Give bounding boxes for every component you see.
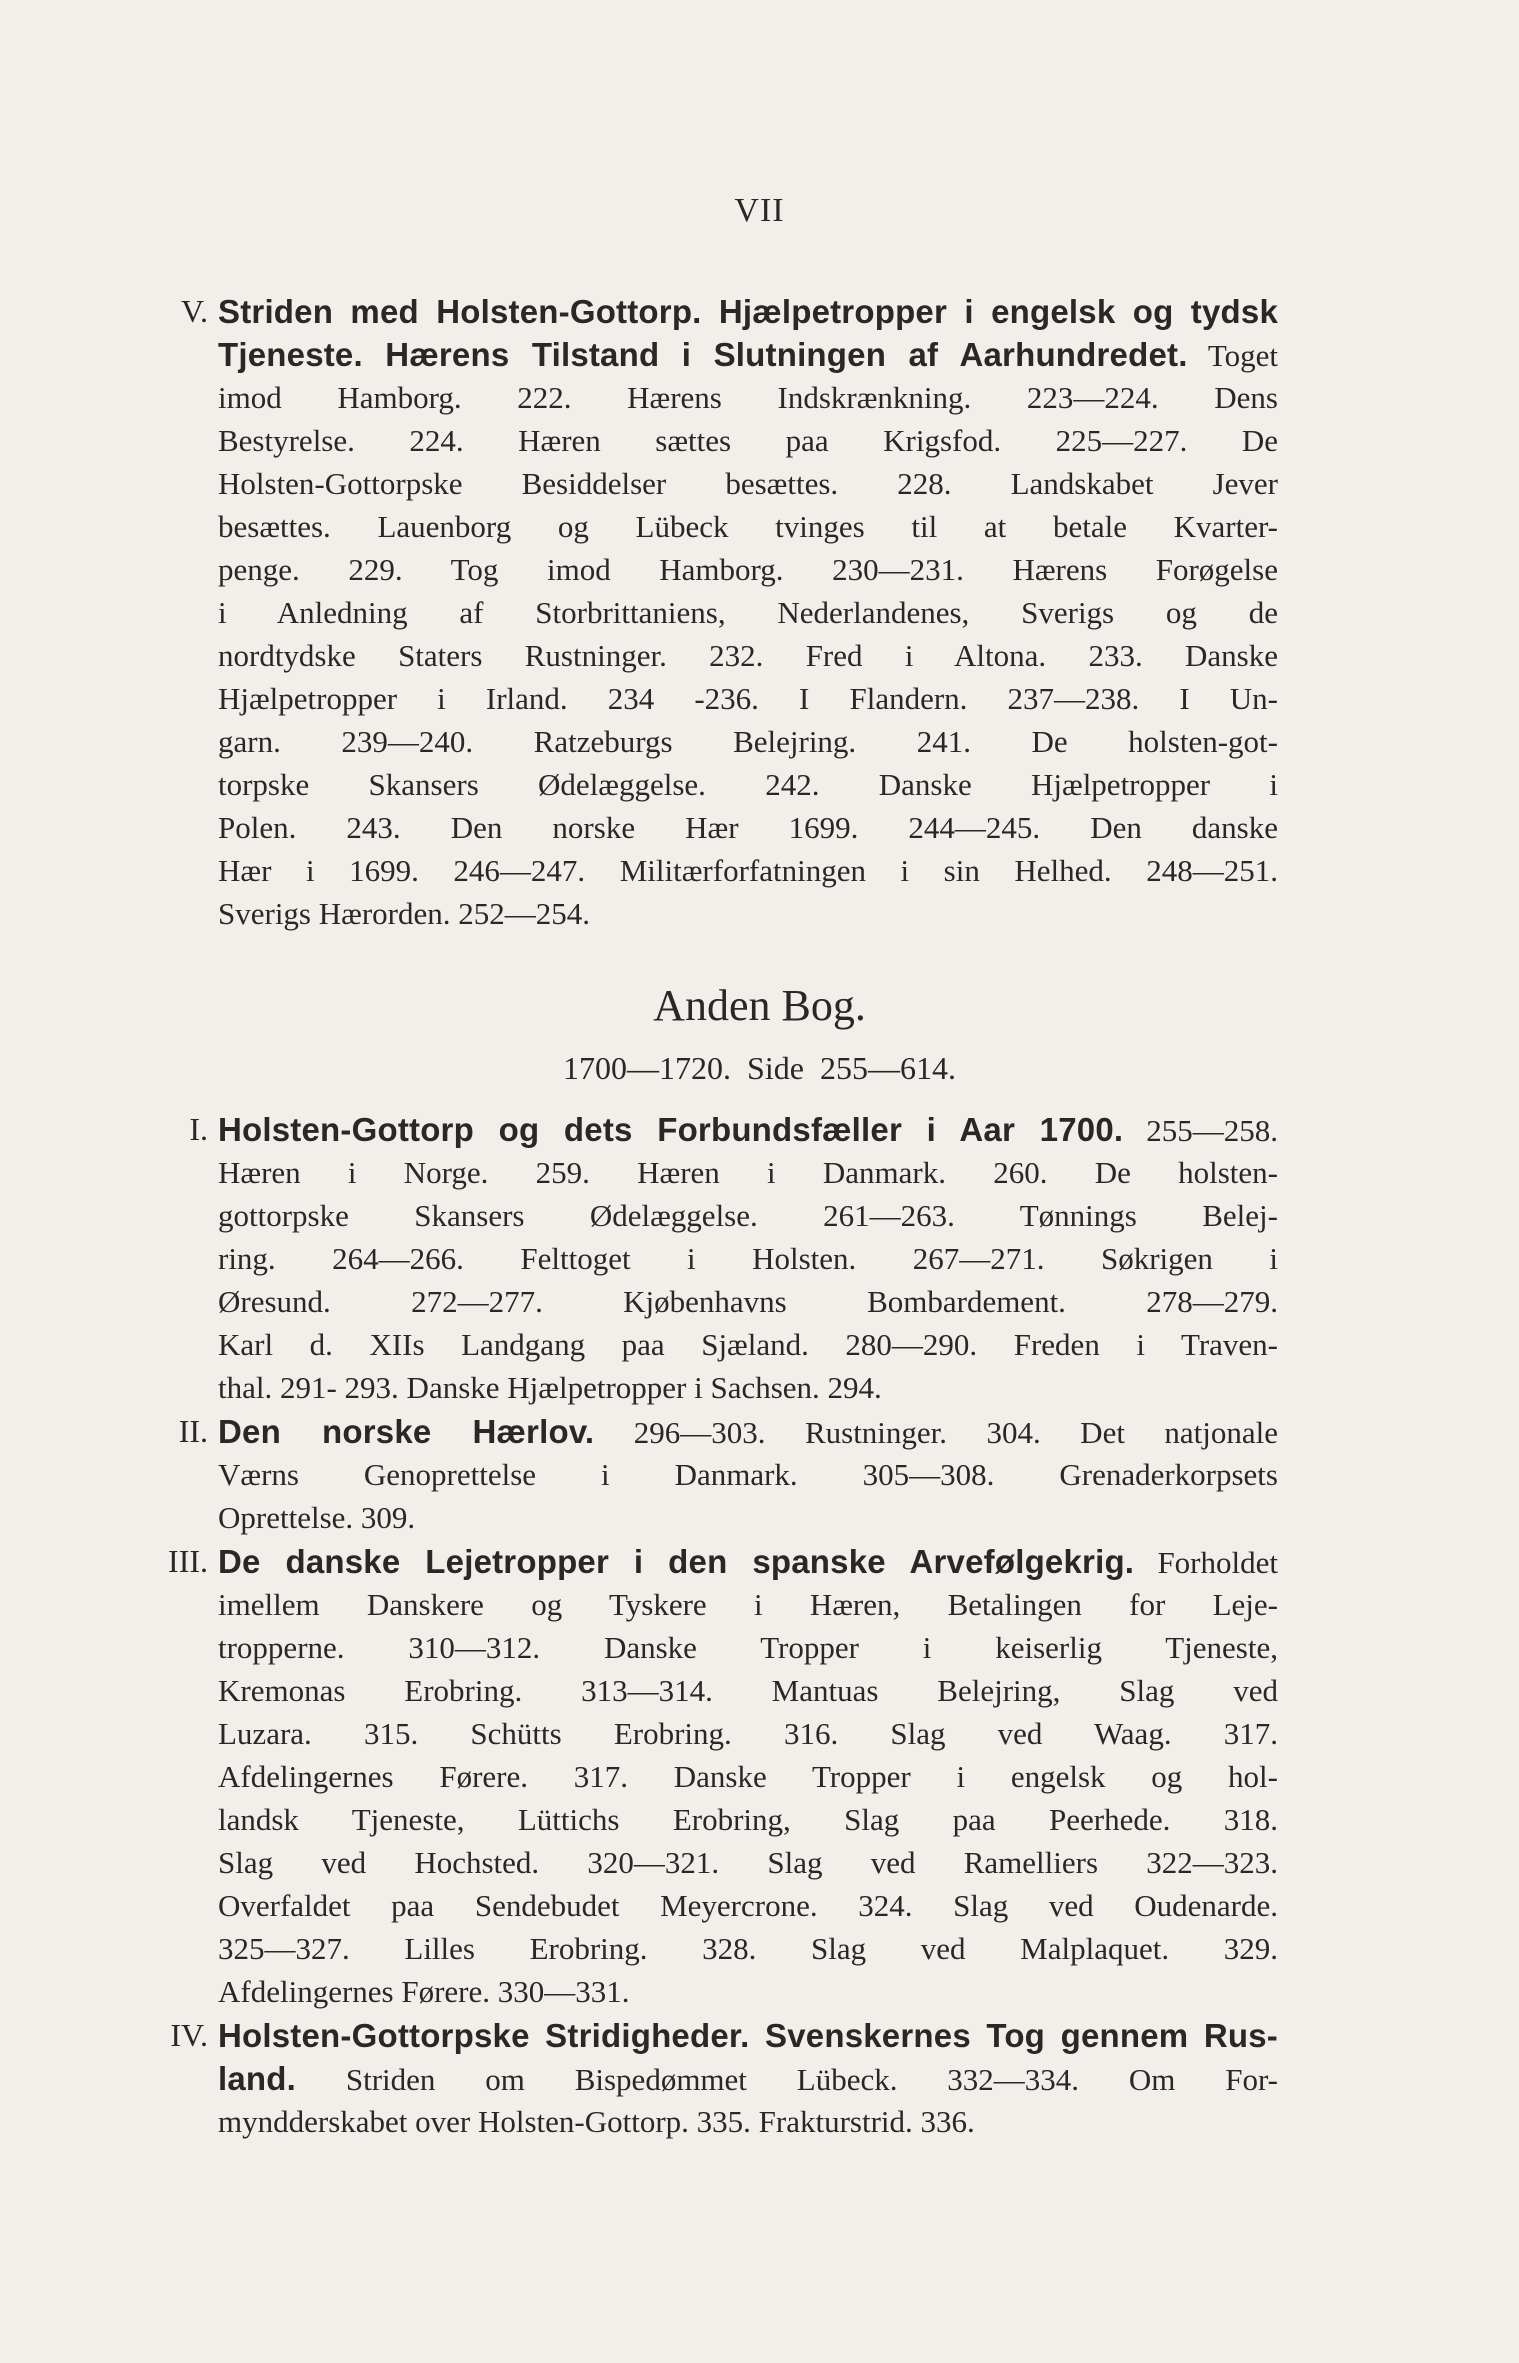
section-text-line: Bestyrelse. 224. Hæren sættes paa Krigsfod. 225—227. De	[218, 423, 1278, 458]
section-text-line: tropperne. 310—312. Danske Tropper i keiserlig Tjeneste,	[218, 1630, 1278, 1665]
section-text-line: i Anledning af Storbrittaniens, Nederlandenes, Sverigs og de	[218, 595, 1278, 630]
section-title-line: Holsten-Gottorp og dets Forbundsfæller i Aar 1700.	[218, 1111, 1124, 1148]
section-text-line: gottorpske Skansers Ødelæggelse. 261—263. Tønnings Belej-	[218, 1198, 1278, 1233]
section-title-line: De danske Lejetropper i den spanske Arvefølgekrig.	[218, 1543, 1135, 1580]
section-text-line: Luzara. 315. Schütts Erobring. 316. Slag ved Waag. 317.	[218, 1716, 1278, 1751]
section-text-line: Hæren i Norge. 259. Hæren i Danmark. 260. De holsten-	[218, 1155, 1278, 1190]
section-title-line: land.	[218, 2060, 297, 2097]
section-title-line: Striden med Holsten-Gottorp. Hjælpetropper i engelsk og tydsk	[218, 293, 1278, 330]
section-text-line: Hær i 1699. 246—247. Militærforfatningen i sin Helhed. 248—251.	[218, 853, 1278, 888]
section-text-line: ring. 264—266. Felttoget i Holsten. 267—271. Søkrigen i	[218, 1241, 1278, 1276]
section-text-line: 325—327. Lilles Erobring. 328. Slag ved Malplaquet. 329.	[218, 1931, 1278, 1966]
section-text-line: Hjælpetropper i Irland. 234 -236. I Flandern. 237—238. I Un-	[218, 681, 1278, 716]
section-text-line: besættes. Lauenborg og Lübeck tvinges til at betale Kvarter-	[218, 509, 1278, 544]
section-text-line: thal. 291- 293. Danske Hjælpetropper i Sachsen. 294.	[218, 1370, 882, 1405]
section-text-line: torpske Skansers Ødelæggelse. 242. Danske Hjælpetropper i	[218, 767, 1278, 802]
section-text-line: Forholdet	[1134, 1545, 1278, 1580]
section-text-line: Kremonas Erobring. 313—314. Mantuas Belejring, Slag ved	[218, 1673, 1278, 1708]
section-text-line: Striden om Bispedømmet Lübeck. 332—334. Om For-	[296, 2062, 1278, 2097]
section-text-line: Sverigs Hærorden. 252—254.	[218, 896, 590, 931]
section-text-line: Værns Genoprettelse i Danmark. 305—308. Grenaderkorpsets	[218, 1457, 1278, 1492]
section-text-line: Afdelingernes Førere. 330—331.	[218, 1974, 630, 2009]
section-text-line: Overfaldet paa Sendebudet Meyercrone. 324. Slag ved Oudenarde.	[218, 1888, 1278, 1923]
section-title-line: Holsten-Gottorpske Stridigheder. Svenskernes Tog gennem Rus-	[218, 2017, 1278, 2054]
section-text-line: imod Hamborg. 222. Hærens Indskrænkning. 223—224. Dens	[218, 380, 1278, 415]
section-text-line: Polen. 243. Den norske Hær 1699. 244—245. Den danske	[218, 810, 1278, 845]
section-iv	[170, 2014, 1278, 2143]
section-text-line: Holsten-Gottorpske Besiddelser besættes. 228. Landskabet Jever	[218, 466, 1278, 501]
section-text-line: landsk Tjeneste, Lüttichs Erobring, Slag paa Peerhede. 318.	[218, 1802, 1278, 1837]
section-text-line: Karl d. XIIs Landgang paa Sjæland. 280—290. Freden i Traven-	[218, 1327, 1278, 1362]
section-number: IV.	[170, 2017, 208, 2053]
section-v	[181, 290, 1279, 935]
section-text-line: myndderskabet over Holsten-Gottorp. 335. Frakturstrid. 336.	[218, 2104, 975, 2139]
section-number: II.	[178, 1413, 208, 1449]
section-text-line: Afdelingernes Førere. 317. Danske Tropper i engelsk og hol-	[218, 1759, 1278, 1794]
section-text-line: imellem Danskere og Tyskere i Hæren, Betalingen for Leje-	[218, 1587, 1278, 1622]
page-number: VII	[734, 192, 785, 229]
book-heading: Anden Bog.	[653, 981, 866, 1030]
book-subheading: 1700—1720. Side 255—614.	[563, 1050, 956, 1086]
section-number: III.	[168, 1543, 208, 1579]
section-iii	[168, 1540, 1278, 2013]
section-title-line: Tjeneste. Hærens Tilstand i Slutningen af Aarhundredet.	[218, 336, 1188, 373]
section-text-line: Toget	[1187, 338, 1279, 373]
section-text-line: Slag ved Hochsted. 320—321. Slag ved Ramelliers 322—323.	[218, 1845, 1278, 1880]
section-text-line: 255—258.	[1123, 1113, 1279, 1148]
section-number: I.	[189, 1111, 208, 1147]
section-text-line: garn. 239—240. Ratzeburgs Belejring. 241. De holsten-got-	[218, 724, 1278, 759]
section-text-line: Øresund. 272—277. Kjøbenhavns Bombardement. 278—279.	[218, 1284, 1278, 1319]
section-title-line: Den norske Hærlov.	[218, 1413, 595, 1450]
section-i	[189, 1108, 1279, 1409]
section-text-line: Oprettelse. 309.	[218, 1500, 416, 1535]
section-text-line: penge. 229. Tog imod Hamborg. 230—231. Hærens Forøgelse	[218, 552, 1278, 587]
section-text-line: 296—303. Rustninger. 304. Det natjonale	[594, 1415, 1278, 1450]
section-ii	[178, 1410, 1278, 1539]
section-text-line: nordtydske Staters Rustninger. 232. Fred i Altona. 233. Danske	[218, 638, 1278, 673]
section-number: V.	[181, 293, 208, 329]
